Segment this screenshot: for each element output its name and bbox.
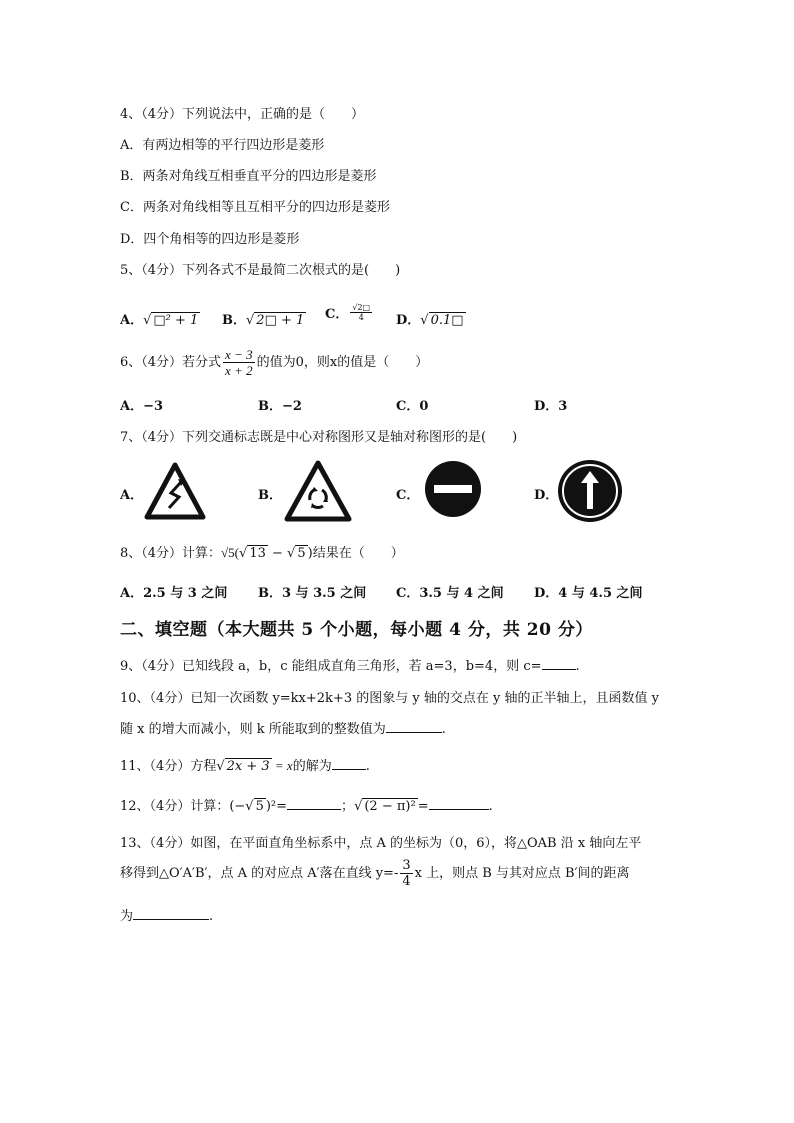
section-heading-fill-in: 二、填空题（本大题共 5 个小题，每小题 4 分，共 20 分）	[120, 620, 593, 640]
q8-stem: 8、（4分）计算：√5(√ 13 − √ 5 )结果在（ ）	[120, 545, 404, 561]
q8-option-b: B．3 与 3.5 之间	[258, 586, 367, 601]
q13-frac-den: 4	[402, 874, 411, 889]
q4-option-a: A．有两边相等的平行四边形是菱形	[120, 138, 325, 153]
q8-expr-b: 13	[249, 546, 266, 561]
q12-answer-blank-1[interactable]	[287, 797, 341, 810]
q12-line: 12、（4分）计算：(−√ 5 )²= ；√ (2 − π)² = .	[120, 799, 493, 814]
q5-d-expr: 0.1□	[430, 313, 464, 328]
q8-expr-c: −	[267, 546, 288, 561]
q5-c-den: 4	[358, 313, 364, 322]
q7-label-d: D．	[534, 488, 559, 503]
q8-expr-e: )	[307, 546, 313, 561]
q5-a-label: A．	[120, 313, 144, 328]
q11-post: 的解为	[292, 759, 332, 774]
q11-pre: 11、（4分）方程	[120, 759, 217, 774]
q11-answer-blank[interactable]	[332, 757, 366, 770]
q9-line	[120, 655, 580, 674]
q4-option-d: D．四个角相等的四边形是菱形	[120, 232, 300, 247]
q11-trailer: .	[365, 759, 370, 774]
q12-semicolon: ；	[341, 799, 355, 814]
q7-stem: 7、（4分）下列交通标志既是中心对称图形又是轴对称图形的是( )	[120, 430, 518, 445]
q6-denominator: x + 2	[225, 363, 253, 378]
q11-eq: = x	[271, 758, 293, 773]
q8-option-d: D．4 与 4.5 之间	[534, 586, 643, 601]
q13-frac-num: 3	[402, 858, 411, 873]
roundabout-warning-sign-icon	[284, 460, 352, 522]
q8-stem-pre: 8、（4分）计算：	[120, 546, 222, 561]
q13-answer-blank[interactable]	[133, 907, 209, 920]
q13-line2-pre: 移得到△O′A′B′，点 A 的对应点 A′落在直线 y=-	[120, 866, 399, 881]
q5-option-a: A．√ □² + 1	[120, 313, 199, 328]
q12-eq: =	[417, 799, 429, 814]
q5-c-label: C．	[325, 307, 349, 322]
q8-expr-a: √5(	[221, 545, 240, 560]
q13-trailer: .	[209, 909, 214, 924]
q5-c-num: √2□	[352, 303, 371, 312]
q5-option-c	[325, 303, 374, 322]
q10-trailer: .	[441, 722, 446, 737]
q5-a-expr: □² + 1	[153, 313, 199, 328]
q6-option-c: C．0	[396, 399, 429, 414]
q12-pre: 12、（4分）计算：(−	[120, 799, 246, 814]
q9-answer-blank[interactable]	[542, 657, 576, 670]
q12-radicand-2: (2 − π)²	[364, 799, 416, 814]
q6-stem	[120, 347, 428, 378]
q6-stem-pre: 6、（4分）若分式	[120, 355, 222, 370]
q6-numerator: x − 3	[225, 347, 253, 362]
q6-option-d: D．3	[534, 399, 568, 414]
q13-line3	[120, 905, 213, 924]
q8-option-a: A．2.5 与 3 之间	[120, 586, 228, 601]
q10-line2-text: 随 x 的增大而减小，则 k 所能取到的整数值为	[120, 722, 386, 737]
q5-option-b: B．√ 2□ + 1	[222, 313, 305, 328]
q7-label-b: B．	[258, 488, 282, 503]
q4-stem: 4、（4分）下列说法中，正确的是（ ）	[120, 107, 365, 122]
q12-answer-blank-2[interactable]	[429, 797, 489, 810]
q10-line1: 10、（4分）已知一次函数 y=kx+2k+3 的图象与 y 轴的交点在 y 轴的正半轴上，且函数值 y	[120, 691, 659, 706]
q5-stem: 5、（4分）下列各式不是最简二次根式的是( )	[120, 263, 401, 278]
q13-line2	[120, 858, 630, 889]
q11-line: 11、（4分）方程√ 2x + 3 = x的解为 .	[120, 758, 370, 774]
q12-trailer: .	[488, 799, 493, 814]
q7-label-c: C．	[396, 488, 420, 503]
zigzag-warning-sign-icon	[144, 462, 206, 520]
q4-option-c: C．两条对角线相等且互相平分的四边形是菱形	[120, 200, 390, 215]
q8-stem-post: 结果在（ ）	[312, 546, 404, 561]
q9-text: 9、（4分）已知线段 a，b，c 能组成直角三角形，若 a=3，b=4，则 c=	[120, 659, 542, 674]
q12-radicand-1: 5	[255, 799, 264, 814]
q5-b-expr: 2□ + 1	[256, 313, 305, 328]
q8-expr-d: 5	[297, 546, 306, 561]
q10-line2	[120, 718, 446, 737]
q7-label-a: A．	[120, 488, 144, 503]
q13-line2-post: x 上，则点 B 与其对应点 B′间的距离	[414, 866, 630, 881]
q12-mid: )²=	[265, 799, 288, 814]
q4-option-b: B．两条对角线互相垂直平分的四边形是菱形	[120, 169, 377, 184]
straight-ahead-sign-icon	[557, 459, 623, 523]
no-entry-sign-icon	[424, 460, 482, 518]
q11-radicand: 2x + 3	[226, 759, 270, 774]
q9-trailer: .	[575, 659, 580, 674]
q5-b-label: B．	[222, 313, 246, 328]
q5-option-d: D．√ 0.1□	[396, 313, 464, 328]
q5-d-label: D．	[396, 313, 421, 328]
q13-line1: 13、（4分）如图，在平面直角坐标系中，点 A 的坐标为（0，6），将△OAB 沿 x 轴向左平	[120, 836, 642, 851]
q6-option-b: B．−2	[258, 399, 302, 414]
q8-option-c: C．3.5 与 4 之间	[396, 586, 504, 601]
q10-answer-blank[interactable]	[386, 720, 442, 733]
q13-line3-text: 为	[120, 909, 134, 924]
q6-stem-post: 的值为0，则x的值是（ ）	[256, 355, 429, 370]
q6-option-a: A．−3	[120, 399, 164, 414]
